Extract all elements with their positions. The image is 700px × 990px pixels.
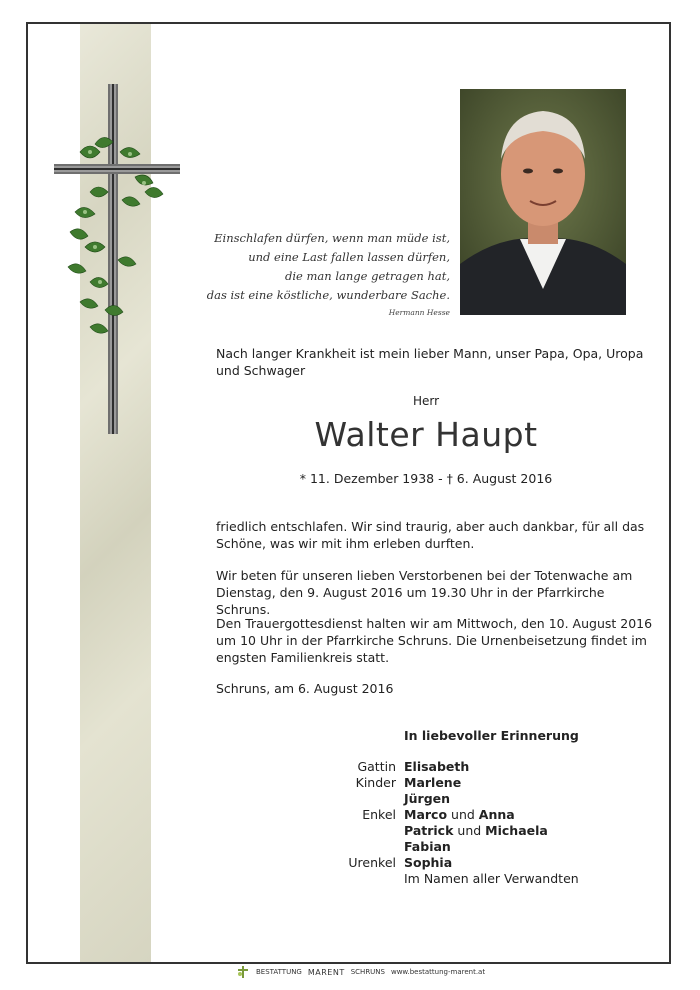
family-name: Patrick [404, 823, 454, 838]
family-name: Michaela [485, 823, 548, 838]
quote-line: das ist eine köstliche, wunderbare Sache. [206, 288, 450, 302]
connector: und [451, 807, 475, 822]
poem-quote [200, 229, 450, 319]
quote-author: Hermann Hesse [388, 308, 450, 317]
quote-line: Einschlafen dürfen, wenn man müde ist, [214, 231, 450, 245]
family-row [300, 759, 579, 775]
family-row [300, 775, 579, 791]
family-row [300, 823, 579, 839]
funeral-home-logo-icon [236, 965, 250, 979]
family-name: Jürgen [404, 791, 451, 806]
honorific: Herr [412, 394, 440, 408]
family-name: Marlene [404, 775, 462, 790]
family-name: Sophia [404, 855, 453, 870]
paragraph: Wir beten für unseren lieben Verstorbenen bei der Totenwache am Dienstag, den 9. August 2016 um 19.30 Uhr in der Pfarrkirche Schruns. [216, 568, 633, 617]
life-dates: * 11. Dezember 1938 - † 6. August 2016 [299, 471, 553, 486]
place-date-line: Schruns, am 6. August 2016 [216, 681, 394, 696]
quote-line: die man lange getragen hat, [285, 269, 450, 283]
intro-text: Nach langer Krankheit ist mein lieber Mann, unser Papa, Opa, Uropa und Schwager [216, 346, 644, 378]
relation-label: Kinder [355, 775, 396, 790]
family-name: Elisabeth [404, 759, 470, 774]
footer-website[interactable]: www.bestattung-marent.at [390, 968, 486, 976]
paragraph: friedlich entschlafen. Wir sind traurig, aber auch dankbar, für all das Schöne, was wir mit ihm erleben durften. [216, 519, 645, 551]
family-name: Marco [404, 807, 448, 822]
footer-place: SCHRUNS [350, 968, 385, 976]
family-row [300, 807, 579, 823]
quote-line: und eine Last fallen lassen dürfen, [248, 250, 450, 264]
portrait-photo [460, 89, 626, 315]
family-name: Fabian [404, 839, 451, 854]
paragraph: Den Trauergottesdienst halten wir am Mittwoch, den 10. August 2016 um 10 Uhr in der Pfarrkirche Schruns. Die Urnenbeisetzung findet im engsten Familienkreis statt. [216, 616, 653, 665]
connector: und [457, 823, 482, 838]
relation-label: Enkel [362, 807, 396, 822]
relation-label: Urenkel [348, 855, 396, 870]
footer-prefix: BESTATTUNG [256, 968, 302, 976]
family-row [300, 855, 579, 871]
closing-line: Im Namen aller Verwandten [404, 871, 579, 886]
family-list [300, 759, 579, 887]
cross-with-ivy-icon [50, 82, 185, 442]
deceased-name: Walter Haupt [314, 415, 538, 454]
family-row [300, 839, 579, 855]
family-row [300, 871, 579, 887]
footer [236, 964, 485, 980]
relation-label: Gattin [357, 759, 396, 774]
family-row [300, 791, 579, 807]
footer-brand: MARENT [307, 967, 345, 977]
memory-heading: In liebevoller Erinnerung [404, 728, 579, 743]
family-name: Anna [478, 807, 515, 822]
